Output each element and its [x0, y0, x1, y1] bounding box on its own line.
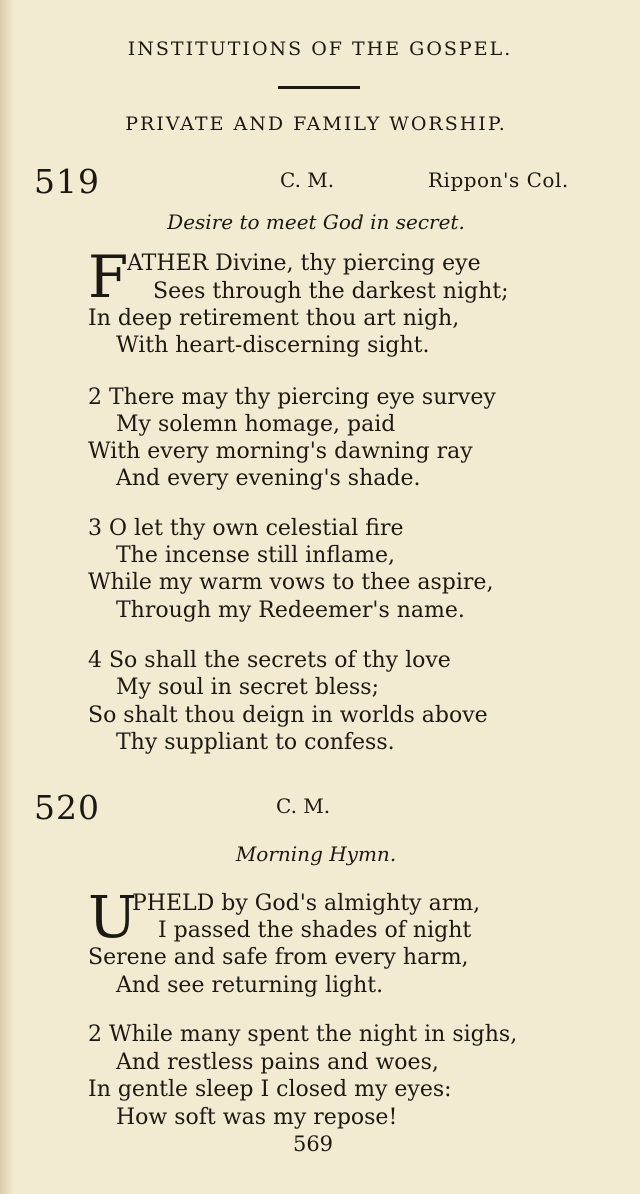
verse-line: While my warm vows to thee aspire,	[88, 570, 494, 595]
hymn-number: 519	[34, 162, 100, 201]
verse-line: I passed the shades of night	[158, 918, 472, 943]
verse-line: Sees through the darkest night;	[153, 279, 509, 304]
page-edge	[0, 0, 14, 1194]
verse-line: In gentle sleep I closed my eyes:	[88, 1077, 452, 1102]
verse-line: 3 O let thy own celestial fire	[88, 516, 404, 541]
verse-line: With every morning's dawning ray	[88, 439, 473, 464]
verse-line: 2 While many spent the night in sighs,	[88, 1022, 518, 1047]
verse-line: With heart-discerning sight.	[116, 333, 430, 358]
verse-line: And every evening's shade.	[116, 466, 421, 491]
page-number: 569	[292, 1132, 334, 1156]
verse-line: So shalt thou deign in worlds above	[88, 703, 488, 728]
dropcap: F	[88, 243, 129, 311]
section-title: PRIVATE AND FAMILY WORSHIP.	[125, 113, 507, 135]
hymn-meter: C. M.	[280, 168, 335, 192]
verse-line: The incense still inflame,	[116, 543, 395, 568]
verse-line: 2 There may thy piercing eye survey	[88, 385, 496, 410]
dropcap: U	[88, 883, 137, 951]
hymn-number: 520	[34, 788, 100, 827]
hymn-title: Desire to meet God in secret.	[167, 210, 465, 234]
verse-line: ATHER Divine, thy piercing eye	[127, 251, 481, 276]
header-rule	[278, 86, 360, 89]
hymn-title: Morning Hymn.	[235, 842, 397, 866]
verse-line: My soul in secret bless;	[116, 675, 380, 700]
verse-line: Serene and safe from every harm,	[88, 945, 469, 970]
verse-line: In deep retirement thou art nigh,	[88, 306, 460, 331]
hymn-attribution: Rippon's Col.	[428, 168, 569, 192]
verse-line: Through my Redeemer's name.	[116, 598, 465, 623]
verse-line: And see returning light.	[116, 973, 384, 998]
verse-line: PHELD by God's almighty arm,	[132, 891, 481, 916]
verse-line: How soft was my repose!	[116, 1105, 398, 1130]
hymn-meter: C. M.	[276, 794, 331, 818]
running-head: INSTITUTIONS OF THE GOSPEL.	[127, 38, 513, 60]
verse-line: Thy suppliant to confess.	[116, 730, 395, 755]
verse-line: My solemn homage, paid	[116, 412, 396, 437]
verse-line: 4 So shall the secrets of thy love	[88, 648, 451, 673]
verse-line: And restless pains and woes,	[116, 1050, 439, 1075]
